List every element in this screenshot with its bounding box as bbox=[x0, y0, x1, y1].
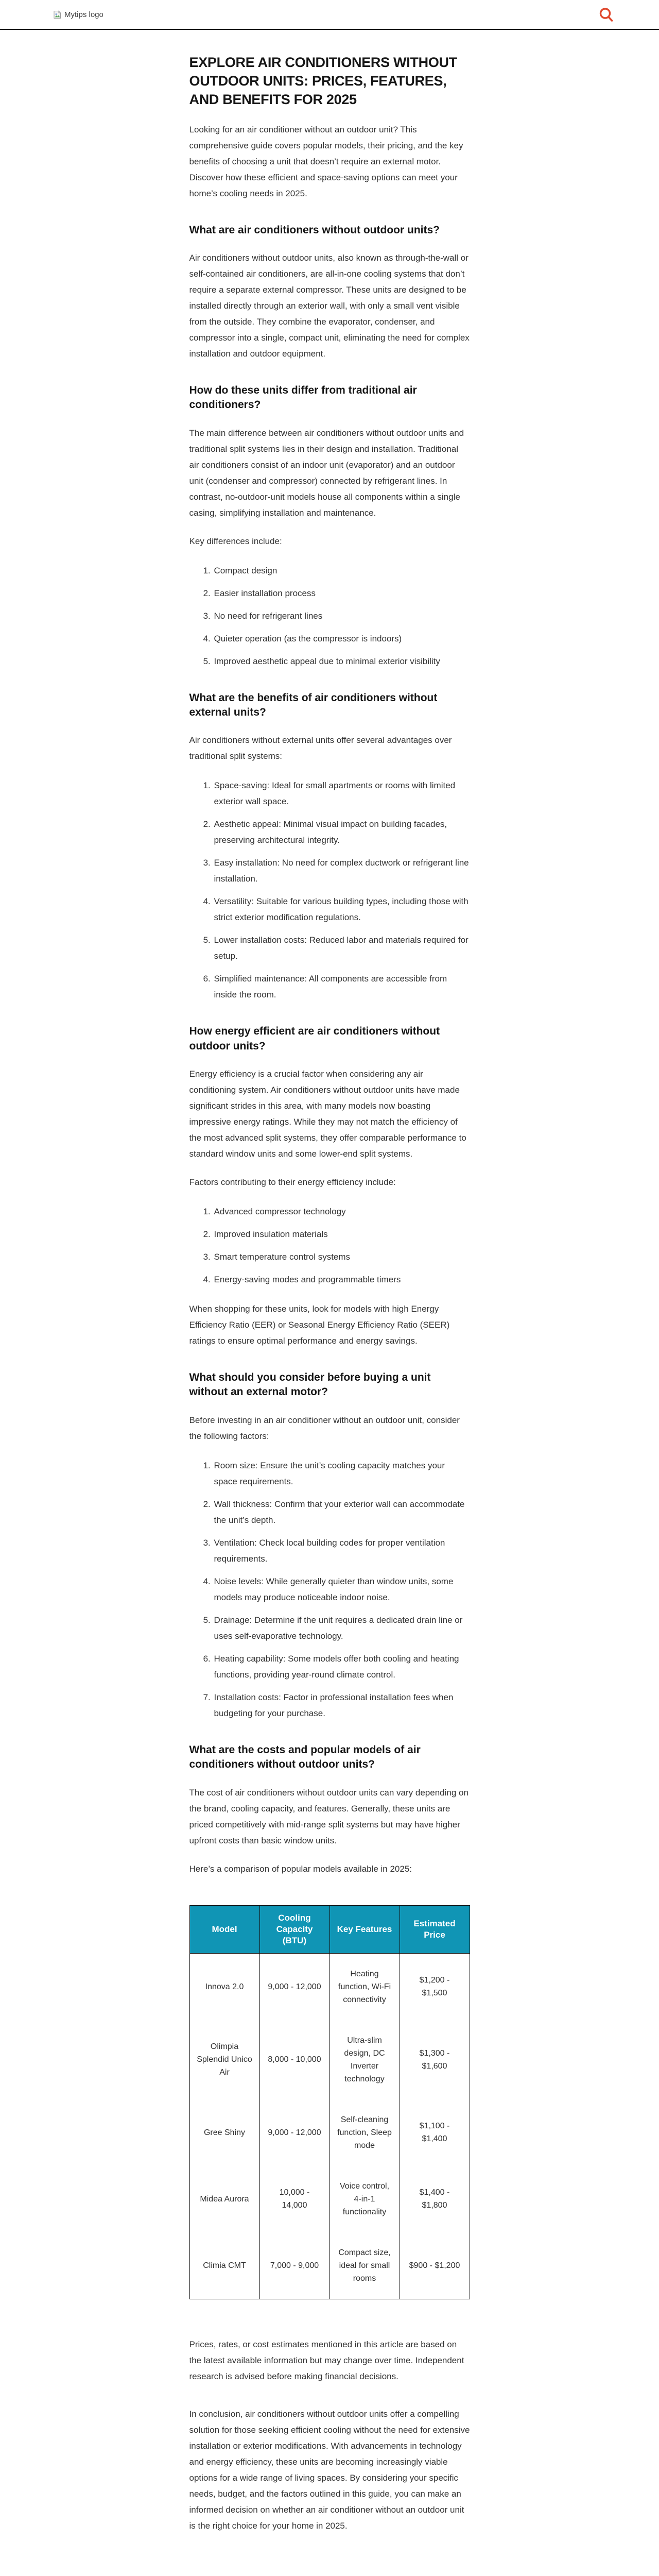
article bbox=[189, 30, 470, 2565]
table-cell: Ultra-slim design, DC Inverter technology bbox=[330, 2020, 400, 2099]
list-item: 2. Easier installation process bbox=[213, 585, 470, 601]
table-row bbox=[189, 1953, 470, 2020]
section-heading: How energy efficient are air conditioners without outdoor units? bbox=[189, 1025, 440, 1052]
table-header-cell: Estimated Price bbox=[400, 1905, 470, 1953]
broken-image-icon bbox=[53, 10, 62, 19]
table-row bbox=[189, 2232, 470, 2299]
list-item: 4. Quieter operation (as the compressor is indoors) bbox=[213, 631, 470, 647]
list-item: 1. Space-saving: Ideal for small apartments or rooms with limited exterior wall space. bbox=[213, 777, 470, 809]
table-header-cell: Key Features bbox=[330, 1905, 400, 1953]
table-cell: $1,300 - $1,600 bbox=[400, 2020, 470, 2099]
list-item: 5. Improved aesthetic appeal due to minimal exterior visibility bbox=[213, 653, 470, 669]
search-button[interactable] bbox=[598, 7, 614, 23]
section-benefits bbox=[189, 691, 470, 1003]
table-cell: $1,100 - $1,400 bbox=[400, 2099, 470, 2166]
table-header-row bbox=[189, 1905, 470, 1953]
table-cell: $1,200 - $1,500 bbox=[400, 1953, 470, 2020]
list-item: 5. Drainage: Determine if the unit requires a dedicated drain line or uses self-evaporative technology. bbox=[213, 1612, 470, 1644]
section-energy-efficiency bbox=[189, 1024, 470, 1349]
section-heading: What should you consider before buying a unit without an external motor? bbox=[189, 1371, 431, 1398]
section-costs-models bbox=[189, 1743, 470, 2299]
table-cell: 8,000 - 10,000 bbox=[259, 2020, 330, 2099]
list-item: 2. Wall thickness: Confirm that your exterior wall can accommodate the unit’s depth. bbox=[213, 1496, 470, 1528]
table-cell: Compact size, ideal for small rooms bbox=[330, 2232, 400, 2299]
list-item: 2. Improved insulation materials bbox=[213, 1226, 470, 1242]
table-cell: Olimpia Splendid Unico Air bbox=[189, 2020, 259, 2099]
list-item: 3. Smart temperature control systems bbox=[213, 1249, 470, 1265]
list-item: 3. No need for refrigerant lines bbox=[213, 608, 470, 624]
numbered-list bbox=[189, 777, 470, 1003]
section-heading: How do these units differ from traditional air conditioners? bbox=[189, 384, 417, 411]
table-cell: $1,400 - $1,800 bbox=[400, 2166, 470, 2232]
numbered-list bbox=[189, 1458, 470, 1721]
list-item: 3. Ventilation: Check local building codes for proper ventilation requirements. bbox=[213, 1535, 470, 1567]
section-heading: What are the benefits of air conditioners without external units? bbox=[189, 691, 438, 719]
list-item: 7. Installation costs: Factor in professional installation fees when budgeting for your purchase. bbox=[213, 1689, 470, 1721]
list-item: 2. Aesthetic appeal: Minimal visual impact on building facades, preserving architectural integrity. bbox=[213, 816, 470, 848]
table-cell: Midea Aurora bbox=[189, 2166, 259, 2232]
section-considerations bbox=[189, 1370, 470, 1721]
numbered-list bbox=[189, 563, 470, 669]
disclaimer-text: Prices, rates, or cost estimates mentioned in this article are based on the latest available information but may change over time. Independent research is advised before making financial decisions. bbox=[189, 2339, 464, 2381]
list-item: 5. Lower installation costs: Reduced labor and materials required for setup. bbox=[213, 932, 470, 964]
paragraph: The main difference between air conditioners without outdoor units and traditional split systems lies in their design and installation. Traditional air conditioners consist of an indoor unit (evaporator) and an outdoor unit (condenser and compressor) connected by refrigerant lines. In contrast, no-outdoor-unit models house all components within a single casing, simplifying installation and maintenance. bbox=[189, 428, 464, 518]
paragraph: Energy efficiency is a crucial factor when considering any air conditioning system. Air conditioners without outdoor units have made significant strides in this area, with many models now boasting impressive energy ratings. While they may not match the efficiency of the most advanced split systems, they offer comparable performance to standard window units and some lower-end split systems. bbox=[189, 1069, 466, 1159]
paragraph: The cost of air conditioners without outdoor units can vary depending on the brand, cooling capacity, and features. Generally, these units are priced competitively with mid-range split systems but may have higher upfront costs than basic window units. bbox=[189, 1787, 469, 1845]
section-differences bbox=[189, 383, 470, 669]
page-title: EXPLORE AIR CONDITIONERS WITHOUT OUTDOOR UNITS: PRICES, FEATURES, AND BENEFITS FOR 2025 bbox=[189, 55, 457, 107]
site-header bbox=[0, 0, 659, 30]
paragraph: Air conditioners without external units offer several advantages over traditional split systems: bbox=[189, 735, 452, 761]
list-item: 4. Versatility: Suitable for various building types, including those with strict exterior modification regulations. bbox=[213, 893, 470, 925]
table-row bbox=[189, 2099, 470, 2166]
list-item: 4. Energy-saving modes and programmable timers bbox=[213, 1272, 470, 1287]
paragraph: Factors contributing to their energy efficiency include: bbox=[189, 1177, 396, 1188]
table-row bbox=[189, 2020, 470, 2099]
table-header-cell: Model bbox=[189, 1905, 259, 1953]
table-cell: 10,000 - 14,000 bbox=[259, 2166, 330, 2232]
numbered-list bbox=[189, 1204, 470, 1287]
table-cell: Self-cleaning function, Sleep mode bbox=[330, 2099, 400, 2166]
site-logo[interactable] bbox=[53, 10, 103, 19]
table-cell: 9,000 - 12,000 bbox=[259, 2099, 330, 2166]
table-cell: $900 - $1,200 bbox=[400, 2232, 470, 2299]
list-item: 4. Noise levels: While generally quieter than window units, some models may produce noticeable indoor noise. bbox=[213, 1573, 470, 1605]
section-heading: What are air conditioners without outdoor units? bbox=[189, 224, 440, 236]
table-header-cell: Cooling Capacity (BTU) bbox=[259, 1905, 330, 1953]
section-heading: What are the costs and popular models of air conditioners without outdoor units? bbox=[189, 1743, 421, 1771]
conclusion-text: In conclusion, air conditioners without outdoor units offer a compelling solution for those seeking efficient cooling without the need for extensive installation or exterior modifications. With advancements in technology and energy efficiency, these units are becoming increasingly viable options for a wide range of living spaces. By considering your specific needs, budget, and the factors outlined in this guide, you can make an informed decision on whether an air conditioner without an outdoor unit is the right choice for your home in 2025. bbox=[189, 2409, 470, 2531]
logo-alt-text: Mytips logo bbox=[64, 10, 103, 19]
search-icon bbox=[598, 7, 614, 23]
table-cell: 7,000 - 9,000 bbox=[259, 2232, 330, 2299]
intro-paragraph: Looking for an air conditioner without an outdoor unit? This comprehensive guide covers popular models, their pricing, and the key benefits of choosing a unit that doesn’t require an external motor. Discover how these efficient and space-saving options can meet your home’s cooling needs in 2025. bbox=[189, 124, 463, 198]
list-item: 1. Room size: Ensure the unit’s cooling capacity matches your space requirements. bbox=[213, 1458, 470, 1489]
list-item: 1. Advanced compressor technology bbox=[213, 1204, 470, 1219]
table-row bbox=[189, 2166, 470, 2232]
table-cell: 9,000 - 12,000 bbox=[259, 1953, 330, 2020]
table-cell: Heating function, Wi-Fi connectivity bbox=[330, 1953, 400, 2020]
paragraph: When shopping for these units, look for models with high Energy Efficiency Ratio (EER) or Seasonal Energy Efficiency Ratio (SEER) ratings to ensure optimal performance and energy savings. bbox=[189, 1304, 450, 1346]
table-cell: Voice control, 4-in-1 functionality bbox=[330, 2166, 400, 2232]
table-cell: Gree Shiny bbox=[189, 2099, 259, 2166]
table-cell: Innova 2.0 bbox=[189, 1953, 259, 2020]
list-item: 3. Easy installation: No need for complex ductwork or refrigerant line installation. bbox=[213, 855, 470, 887]
paragraph: Key differences include: bbox=[189, 536, 282, 546]
list-item: 6. Simplified maintenance: All components are accessible from inside the room. bbox=[213, 971, 470, 1003]
list-item: 6. Heating capability: Some models offer both cooling and heating functions, providing year-round climate control. bbox=[213, 1651, 470, 1683]
paragraph: Here’s a comparison of popular models available in 2025: bbox=[189, 1863, 412, 1874]
paragraph: Air conditioners without outdoor units, also known as through-the-wall or self-contained air conditioners, are all-in-one cooling systems that don’t require a separate external compressor. These units are designed to be installed directly through an exterior wall, with only a small vent visible from the outside. They combine the evaporator, condenser, and compressor into a single, compact unit, eliminating the need for complex installation and outdoor equipment. bbox=[189, 253, 470, 359]
paragraph: Before investing in an air conditioner without an outdoor unit, consider the following factors: bbox=[189, 1415, 460, 1441]
section-what-are bbox=[189, 223, 470, 362]
table-cell: Climia CMT bbox=[189, 2232, 259, 2299]
list-item: 1. Compact design bbox=[213, 563, 470, 579]
models-comparison-table bbox=[189, 1905, 470, 2299]
